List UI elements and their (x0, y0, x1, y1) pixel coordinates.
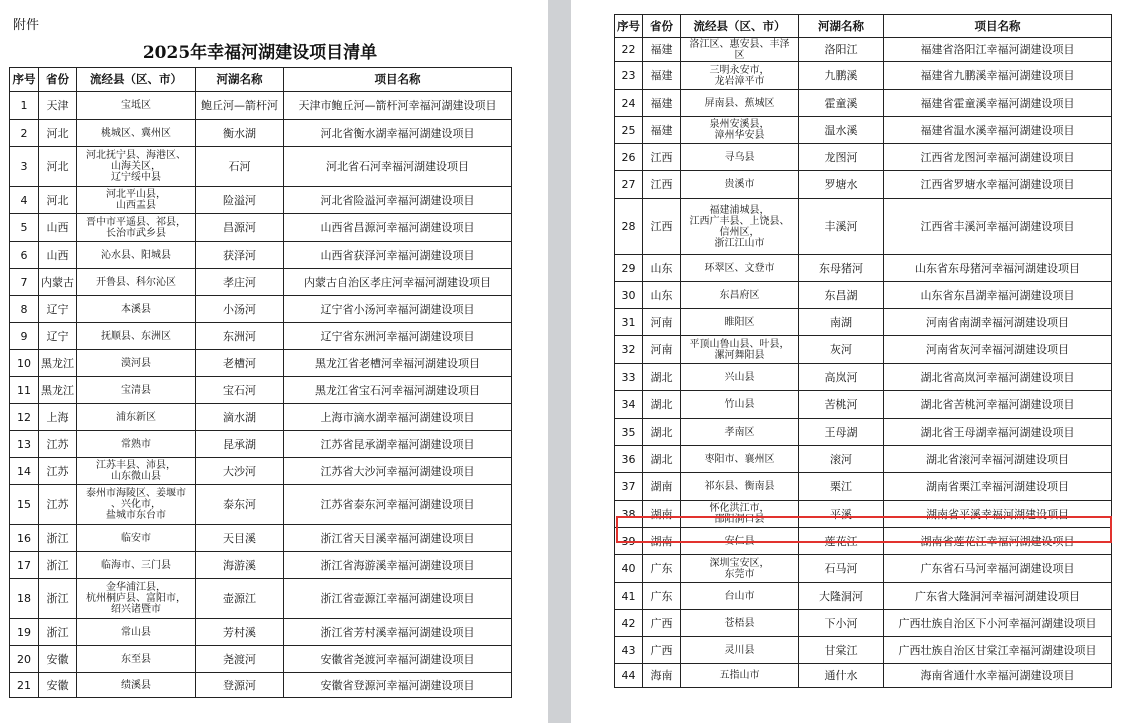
cell-county: 寻乌县 (681, 144, 799, 171)
cell-river: 登源河 (196, 673, 284, 698)
document-title: 2025年幸福河湖建设项目清单 (142, 43, 378, 63)
cell-project: 山西省昌源河幸福河湖建设项目 (284, 214, 512, 242)
cell-project: 浙江省芳村溪幸福河湖建设项目 (284, 619, 512, 646)
cell-river: 石马河 (799, 555, 884, 583)
cell-river: 东母猪河 (799, 255, 884, 282)
table-row (10, 458, 512, 485)
cell-project: 江苏省大沙河幸福河湖建设项目 (284, 458, 512, 485)
cell-project: 河南省灰河幸福河湖建设项目 (884, 336, 1112, 364)
cell-project: 江西省丰溪河幸福河湖建设项目 (884, 199, 1112, 255)
cell-county: 怀化洪江市， 邵阳洞口县 (681, 501, 799, 528)
cell-project: 浙江省海游溪幸福河湖建设项目 (284, 552, 512, 579)
cell-province: 黑龙江 (39, 350, 77, 377)
table-header-row (10, 68, 512, 92)
cell-no: 43 (615, 637, 643, 664)
header-river: 河湖名称 (799, 15, 884, 38)
cell-province: 浙江 (39, 552, 77, 579)
header-province: 省份 (643, 15, 681, 38)
table-row (10, 269, 512, 296)
cell-county: 抚顺县、东洲区 (77, 323, 196, 350)
cell-river: 石河 (196, 147, 284, 187)
cell-river: 丰溪河 (799, 199, 884, 255)
cell-project: 山东省东母猪河幸福河湖建设项目 (884, 255, 1112, 282)
table-row (10, 350, 512, 377)
cell-no: 3 (10, 147, 39, 187)
cell-no: 25 (615, 117, 643, 144)
cell-no: 16 (10, 525, 39, 552)
cell-river: 罗塘水 (799, 171, 884, 199)
table-row (615, 199, 1112, 255)
cell-province: 上海 (39, 404, 77, 431)
cell-province: 天津 (39, 92, 77, 120)
cell-river: 昌源河 (196, 214, 284, 242)
cell-river: 九鹏溪 (799, 62, 884, 90)
table-row (10, 525, 512, 552)
cell-province: 浙江 (39, 619, 77, 646)
cell-no: 17 (10, 552, 39, 579)
cell-county: 福建浦城县， 江西广丰县、上饶县、 信州区， 浙江江山市 (681, 199, 799, 255)
cell-project: 河北省衡水湖幸福河湖建设项目 (284, 120, 512, 147)
cell-river: 甘棠江 (799, 637, 884, 664)
cell-province: 福建 (643, 62, 681, 90)
cell-river: 王母湖 (799, 419, 884, 446)
cell-province: 湖南 (643, 528, 681, 555)
cell-county: 开鲁县、科尔沁区 (77, 269, 196, 296)
table-header-row (615, 15, 1112, 38)
table-row (10, 673, 512, 698)
cell-county: 睢阳区 (681, 309, 799, 336)
cell-county: 洛江区、惠安县、丰泽 区 (681, 38, 799, 62)
cell-project: 天津市鲍丘河—箭杆河幸福河湖建设项目 (284, 92, 512, 120)
cell-project: 广西壮族自治区下小河幸福河湖建设项目 (884, 610, 1112, 637)
table-row (615, 528, 1112, 555)
cell-river: 平溪 (799, 501, 884, 528)
cell-province: 山东 (643, 255, 681, 282)
cell-county: 绩溪县 (77, 673, 196, 698)
cell-county: 安仁县 (681, 528, 799, 555)
cell-county: 泰州市海陵区、姜堰市 、兴化市， 盐城市东台市 (77, 485, 196, 525)
cell-province: 河北 (39, 147, 77, 187)
cell-province: 福建 (643, 38, 681, 62)
cell-county: 晋中市平遥县、祁县， 长治市武乡县 (77, 214, 196, 242)
cell-project: 福建省霍童溪幸福河湖建设项目 (884, 90, 1112, 117)
cell-county: 贵溪市 (681, 171, 799, 199)
cell-province: 河南 (643, 336, 681, 364)
cell-river: 南湖 (799, 309, 884, 336)
cell-project: 黑龙江省宝石河幸福河湖建设项目 (284, 377, 512, 404)
cell-no: 18 (10, 579, 39, 619)
cell-project: 浙江省壶源江幸福河湖建设项目 (284, 579, 512, 619)
table-row (615, 62, 1112, 90)
cell-project: 辽宁省东洲河幸福河湖建设项目 (284, 323, 512, 350)
cell-county: 本溪县 (77, 296, 196, 323)
cell-no: 44 (615, 664, 643, 688)
table-row (10, 147, 512, 187)
header-river: 河湖名称 (196, 68, 284, 92)
table-row (10, 646, 512, 673)
cell-province: 湖南 (643, 473, 681, 501)
cell-county: 孝南区 (681, 419, 799, 446)
cell-project: 海南省通什水幸福河湖建设项目 (884, 664, 1112, 688)
cell-province: 山东 (643, 282, 681, 309)
cell-province: 江苏 (39, 431, 77, 458)
cell-project: 上海市滴水湖幸福河湖建设项目 (284, 404, 512, 431)
cell-province: 辽宁 (39, 323, 77, 350)
table-row (615, 473, 1112, 501)
cell-province: 海南 (643, 664, 681, 688)
cell-province: 湖北 (643, 364, 681, 391)
table-row (10, 619, 512, 646)
cell-project: 河南省南湖幸福河湖建设项目 (884, 309, 1112, 336)
cell-project: 湖北省高岚河幸福河湖建设项目 (884, 364, 1112, 391)
cell-project: 广西壮族自治区甘棠江幸福河湖建设项目 (884, 637, 1112, 664)
cell-river: 东昌湖 (799, 282, 884, 309)
cell-county: 竹山县 (681, 391, 799, 419)
cell-province: 广东 (643, 583, 681, 610)
document-page-left (0, 0, 548, 723)
cell-county: 五指山市 (681, 664, 799, 688)
cell-river: 宝石河 (196, 377, 284, 404)
cell-no: 28 (615, 199, 643, 255)
cell-river: 霍童溪 (799, 90, 884, 117)
header-no: 序号 (615, 15, 643, 38)
cell-river: 芳村溪 (196, 619, 284, 646)
cell-county: 东昌府区 (681, 282, 799, 309)
cell-province: 江西 (643, 144, 681, 171)
cell-project: 湖北省苦桃河幸福河湖建设项目 (884, 391, 1112, 419)
table-row (615, 309, 1112, 336)
cell-province: 福建 (643, 117, 681, 144)
cell-county: 临海市、三门县 (77, 552, 196, 579)
table-row (10, 296, 512, 323)
cell-project: 江苏省昆承湖幸福河湖建设项目 (284, 431, 512, 458)
table-row (615, 364, 1112, 391)
cell-river: 通什水 (799, 664, 884, 688)
cell-county: 常山县 (77, 619, 196, 646)
cell-no: 31 (615, 309, 643, 336)
cell-province: 江苏 (39, 458, 77, 485)
cell-river: 大沙河 (196, 458, 284, 485)
cell-no: 5 (10, 214, 39, 242)
project-table-part2 (614, 14, 1112, 688)
cell-project: 湖南省莲花江幸福河湖建设项目 (884, 528, 1112, 555)
cell-province: 河南 (643, 309, 681, 336)
cell-county: 枣阳市、襄州区 (681, 446, 799, 473)
table-row (615, 583, 1112, 610)
table-row (10, 377, 512, 404)
cell-county: 苍梧县 (681, 610, 799, 637)
cell-no: 9 (10, 323, 39, 350)
cell-province: 安徽 (39, 673, 77, 698)
cell-river: 温水溪 (799, 117, 884, 144)
table-row (10, 552, 512, 579)
cell-no: 36 (615, 446, 643, 473)
table-row (10, 242, 512, 269)
cell-no: 15 (10, 485, 39, 525)
table-row (615, 282, 1112, 309)
cell-project: 湖北省滚河幸福河湖建设项目 (884, 446, 1112, 473)
cell-county: 宝坻区 (77, 92, 196, 120)
cell-no: 13 (10, 431, 39, 458)
cell-province: 广西 (643, 610, 681, 637)
table-row (615, 117, 1112, 144)
cell-river: 壶源江 (196, 579, 284, 619)
cell-project: 福建省九鹏溪幸福河湖建设项目 (884, 62, 1112, 90)
header-project: 项目名称 (284, 68, 512, 92)
cell-river: 海游溪 (196, 552, 284, 579)
cell-project: 河北省石河幸福河湖建设项目 (284, 147, 512, 187)
table-row (615, 555, 1112, 583)
cell-project: 山东省东昌湖幸福河湖建设项目 (884, 282, 1112, 309)
table-row (615, 446, 1112, 473)
cell-province: 湖北 (643, 419, 681, 446)
cell-county: 沁水县、阳城县 (77, 242, 196, 269)
cell-river: 灰河 (799, 336, 884, 364)
cell-no: 11 (10, 377, 39, 404)
cell-project: 安徽省尧渡河幸福河湖建设项目 (284, 646, 512, 673)
cell-county: 宝清县 (77, 377, 196, 404)
cell-river: 大隆洞河 (799, 583, 884, 610)
cell-no: 23 (615, 62, 643, 90)
cell-no: 42 (615, 610, 643, 637)
table-row (10, 579, 512, 619)
cell-county: 祁东县、衡南县 (681, 473, 799, 501)
cell-no: 33 (615, 364, 643, 391)
cell-province: 江苏 (39, 485, 77, 525)
cell-county: 灵川县 (681, 637, 799, 664)
cell-project: 江苏省泰东河幸福河湖建设项目 (284, 485, 512, 525)
cell-county: 泉州安溪县， 漳州华安县 (681, 117, 799, 144)
cell-county: 屏南县、蕉城区 (681, 90, 799, 117)
cell-project: 江西省罗塘水幸福河湖建设项目 (884, 171, 1112, 199)
cell-no: 27 (615, 171, 643, 199)
cell-province: 安徽 (39, 646, 77, 673)
cell-province: 江西 (643, 171, 681, 199)
header-province: 省份 (39, 68, 77, 92)
cell-river: 小汤河 (196, 296, 284, 323)
cell-river: 下小河 (799, 610, 884, 637)
cell-river: 昆承湖 (196, 431, 284, 458)
table-row (10, 187, 512, 214)
table-row (615, 637, 1112, 664)
cell-river: 鲍丘河—箭杆河 (196, 92, 284, 120)
project-table-part1 (9, 67, 512, 698)
cell-no: 41 (615, 583, 643, 610)
table-row (615, 501, 1112, 528)
cell-no: 7 (10, 269, 39, 296)
cell-river: 高岚河 (799, 364, 884, 391)
table-row (615, 391, 1112, 419)
cell-county: 东至县 (77, 646, 196, 673)
cell-river: 险溢河 (196, 187, 284, 214)
table-row (615, 171, 1112, 199)
cell-province: 湖北 (643, 391, 681, 419)
cell-province: 湖北 (643, 446, 681, 473)
cell-project: 江西省龙图河幸福河湖建设项目 (884, 144, 1112, 171)
cell-project: 湖南省平溪幸福河湖建设项目 (884, 501, 1112, 528)
cell-no: 29 (615, 255, 643, 282)
table-row (615, 90, 1112, 117)
cell-project: 湖北省王母湖幸福河湖建设项目 (884, 419, 1112, 446)
header-county: 流经县（区、市） (77, 68, 196, 92)
table-row (10, 485, 512, 525)
table-row (615, 664, 1112, 688)
cell-county: 平顶山鲁山县、叶县， 漯河舞阳县 (681, 336, 799, 364)
header-no: 序号 (10, 68, 39, 92)
cell-river: 栗江 (799, 473, 884, 501)
table-row (615, 336, 1112, 364)
cell-province: 浙江 (39, 525, 77, 552)
cell-no: 35 (615, 419, 643, 446)
cell-no: 30 (615, 282, 643, 309)
table-row (10, 431, 512, 458)
cell-county: 台山市 (681, 583, 799, 610)
table-row (10, 404, 512, 431)
cell-no: 6 (10, 242, 39, 269)
cell-river: 洛阳江 (799, 38, 884, 62)
cell-project: 广东省石马河幸福河湖建设项目 (884, 555, 1112, 583)
cell-project: 安徽省登源河幸福河湖建设项目 (284, 673, 512, 698)
cell-no: 37 (615, 473, 643, 501)
table-row (615, 255, 1112, 282)
cell-county: 兴山县 (681, 364, 799, 391)
cell-no: 24 (615, 90, 643, 117)
cell-project: 广东省大隆洞河幸福河湖建设项目 (884, 583, 1112, 610)
cell-province: 广西 (643, 637, 681, 664)
cell-river: 孝庄河 (196, 269, 284, 296)
cell-province: 浙江 (39, 579, 77, 619)
cell-no: 12 (10, 404, 39, 431)
table-row (615, 610, 1112, 637)
header-county: 流经县（区、市） (681, 15, 799, 38)
cell-county: 河北抚宁县、海港区、 山海关区， 辽宁绥中县 (77, 147, 196, 187)
cell-no: 38 (615, 501, 643, 528)
table-row (10, 120, 512, 147)
document-page-right (571, 0, 1125, 723)
cell-no: 10 (10, 350, 39, 377)
table-row (10, 214, 512, 242)
cell-river: 尧渡河 (196, 646, 284, 673)
cell-county: 三明永安市， 龙岩漳平市 (681, 62, 799, 90)
cell-no: 39 (615, 528, 643, 555)
cell-county: 浦东新区 (77, 404, 196, 431)
table-row (10, 323, 512, 350)
cell-project: 湖南省栗江幸福河湖建设项目 (884, 473, 1112, 501)
cell-no: 20 (10, 646, 39, 673)
cell-no: 8 (10, 296, 39, 323)
cell-river: 老槽河 (196, 350, 284, 377)
cell-river: 衡水湖 (196, 120, 284, 147)
cell-project: 山西省获泽河幸福河湖建设项目 (284, 242, 512, 269)
cell-no: 32 (615, 336, 643, 364)
cell-no: 2 (10, 120, 39, 147)
cell-no: 40 (615, 555, 643, 583)
cell-no: 26 (615, 144, 643, 171)
cell-no: 1 (10, 92, 39, 120)
cell-project: 浙江省天目溪幸福河湖建设项目 (284, 525, 512, 552)
cell-province: 辽宁 (39, 296, 77, 323)
cell-province: 福建 (643, 90, 681, 117)
cell-river: 泰东河 (196, 485, 284, 525)
cell-county: 临安市 (77, 525, 196, 552)
cell-project: 辽宁省小汤河幸福河湖建设项目 (284, 296, 512, 323)
cell-province: 山西 (39, 214, 77, 242)
cell-no: 22 (615, 38, 643, 62)
table-row (10, 92, 512, 120)
cell-river: 滚河 (799, 446, 884, 473)
cell-province: 广东 (643, 555, 681, 583)
cell-river: 龙图河 (799, 144, 884, 171)
cell-no: 21 (10, 673, 39, 698)
cell-river: 东洲河 (196, 323, 284, 350)
cell-no: 14 (10, 458, 39, 485)
annex-label: 附件 (13, 18, 40, 33)
header-project: 项目名称 (884, 15, 1112, 38)
cell-province: 江西 (643, 199, 681, 255)
cell-project: 黑龙江省老槽河幸福河湖建设项目 (284, 350, 512, 377)
cell-project: 福建省洛阳江幸福河湖建设项目 (884, 38, 1112, 62)
cell-province: 河北 (39, 187, 77, 214)
cell-county: 桃城区、冀州区 (77, 120, 196, 147)
cell-project: 福建省温水溪幸福河湖建设项目 (884, 117, 1112, 144)
cell-county: 漠河县 (77, 350, 196, 377)
cell-province: 黑龙江 (39, 377, 77, 404)
cell-river: 苦桃河 (799, 391, 884, 419)
cell-no: 34 (615, 391, 643, 419)
table-row (615, 419, 1112, 446)
cell-province: 山西 (39, 242, 77, 269)
cell-province: 内蒙古 (39, 269, 77, 296)
cell-province: 河北 (39, 120, 77, 147)
cell-county: 常熟市 (77, 431, 196, 458)
cell-county: 江苏丰县、沛县， 山东微山县 (77, 458, 196, 485)
table-row (615, 144, 1112, 171)
cell-county: 深圳宝安区， 东莞市 (681, 555, 799, 583)
table-row (615, 38, 1112, 62)
cell-river: 获泽河 (196, 242, 284, 269)
cell-no: 4 (10, 187, 39, 214)
cell-no: 19 (10, 619, 39, 646)
cell-river: 滴水湖 (196, 404, 284, 431)
cell-province: 湖南 (643, 501, 681, 528)
cell-project: 内蒙古自治区孝庄河幸福河湖建设项目 (284, 269, 512, 296)
cell-river: 天目溪 (196, 525, 284, 552)
cell-county: 河北平山县， 山西盂县 (77, 187, 196, 214)
cell-river: 莲花江 (799, 528, 884, 555)
cell-county: 金华浦江县， 杭州桐庐县、富阳市， 绍兴诸暨市 (77, 579, 196, 619)
cell-project: 河北省险溢河幸福河湖建设项目 (284, 187, 512, 214)
cell-county: 环翠区、文登市 (681, 255, 799, 282)
